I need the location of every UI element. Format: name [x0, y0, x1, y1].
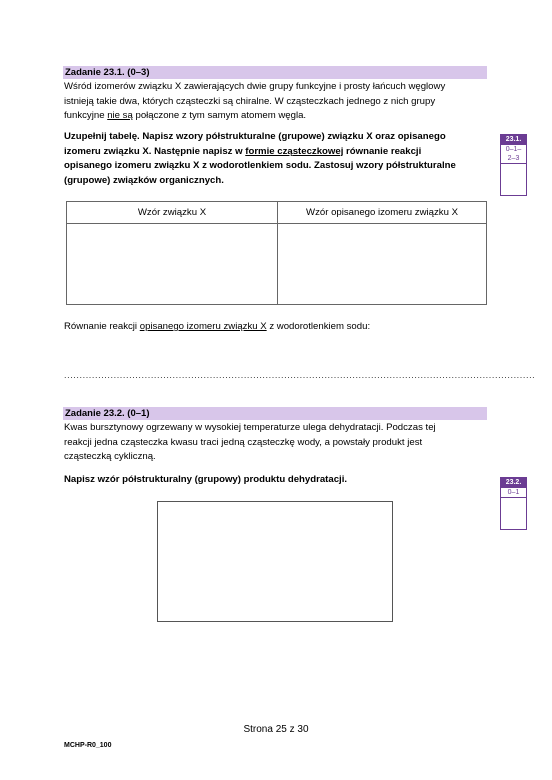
- task-23-2-header: Zadanie 23.2. (0–1): [63, 407, 487, 420]
- score-values: 2–3: [501, 154, 526, 164]
- document-code: MCHP-R0_100: [64, 742, 112, 749]
- instruction-line: Uzupełnij tabelę. Napisz wzory półstrukturalne (grupowe) związku X oraz opisanego: [64, 131, 446, 142]
- score-box-23-1: [500, 134, 527, 196]
- task-23-1-instruction: [64, 130, 490, 188]
- task-23-2-intro: [64, 421, 490, 465]
- score-values: 0–1: [501, 488, 526, 498]
- answer-cell-formula-isomer[interactable]: [278, 224, 487, 305]
- equation-prompt: Równanie reakcji opisanego izomeru związku X z wodorotlenkiem sodu:: [64, 321, 371, 332]
- answer-table: [66, 201, 487, 305]
- intro-line: reakcji jedna cząsteczka kwasu traci jedną cząsteczkę wody, a powstały produkt jest: [64, 436, 423, 448]
- score-values: 0–1–: [505, 146, 522, 153]
- score-label: 23.1.: [501, 135, 526, 145]
- intro-line: Wśród izomerów związku X zawierających dwie grupy funkcyjne i prosty łańcuch węglowy: [64, 81, 446, 92]
- page-number: Strona 25 z 30: [243, 724, 309, 735]
- intro-line: funkcyjne nie są połączone z tym samym atomem węgla.: [64, 110, 307, 121]
- answer-drawing-box[interactable]: [157, 501, 393, 622]
- instruction-line: izomeru związku X. Następnie napisz w formie cząsteczkowej równanie reakcji: [64, 145, 422, 157]
- instruction-line: opisanego izomeru związku X z wodorotlenkiem sodu. Zastosuj wzory półstrukturalne: [64, 160, 456, 171]
- intro-line: cząsteczką cykliczną.: [64, 451, 156, 462]
- task-23-2-instruction: Napisz wzór półstrukturalny (grupowy) produktu dehydratacji.: [64, 474, 348, 485]
- underlined-text: nie są: [107, 110, 133, 121]
- task-23-1-header: Zadanie 23.1. (0–3): [63, 66, 487, 79]
- intro-line: Kwas bursztynowy ogrzewany w wysokiej temperaturze ulega dehydratacji. Podczas tej: [64, 422, 436, 433]
- underlined-text: formie cząsteczkowej: [245, 145, 344, 157]
- score-box-23-2: [500, 477, 527, 530]
- score-label: 23.2.: [501, 478, 526, 488]
- answer-cell-formula-x[interactable]: [67, 224, 278, 305]
- underlined-text: opisanego izomeru związku X: [139, 321, 267, 332]
- instruction-line: (grupowe) związków organicznych.: [64, 174, 224, 186]
- task-23-1-intro: [64, 80, 490, 124]
- table-header-formula-isomer: Wzór opisanego izomeru związku X: [278, 202, 487, 224]
- table-header-formula-x: Wzór związku X: [67, 202, 278, 224]
- answer-dotted-line[interactable]: ........................................................................................................................................................: [64, 370, 536, 380]
- intro-line: istnieją takie dwa, których cząsteczki są chiralne. W cząsteczkach jednego z nich grupy: [64, 95, 436, 107]
